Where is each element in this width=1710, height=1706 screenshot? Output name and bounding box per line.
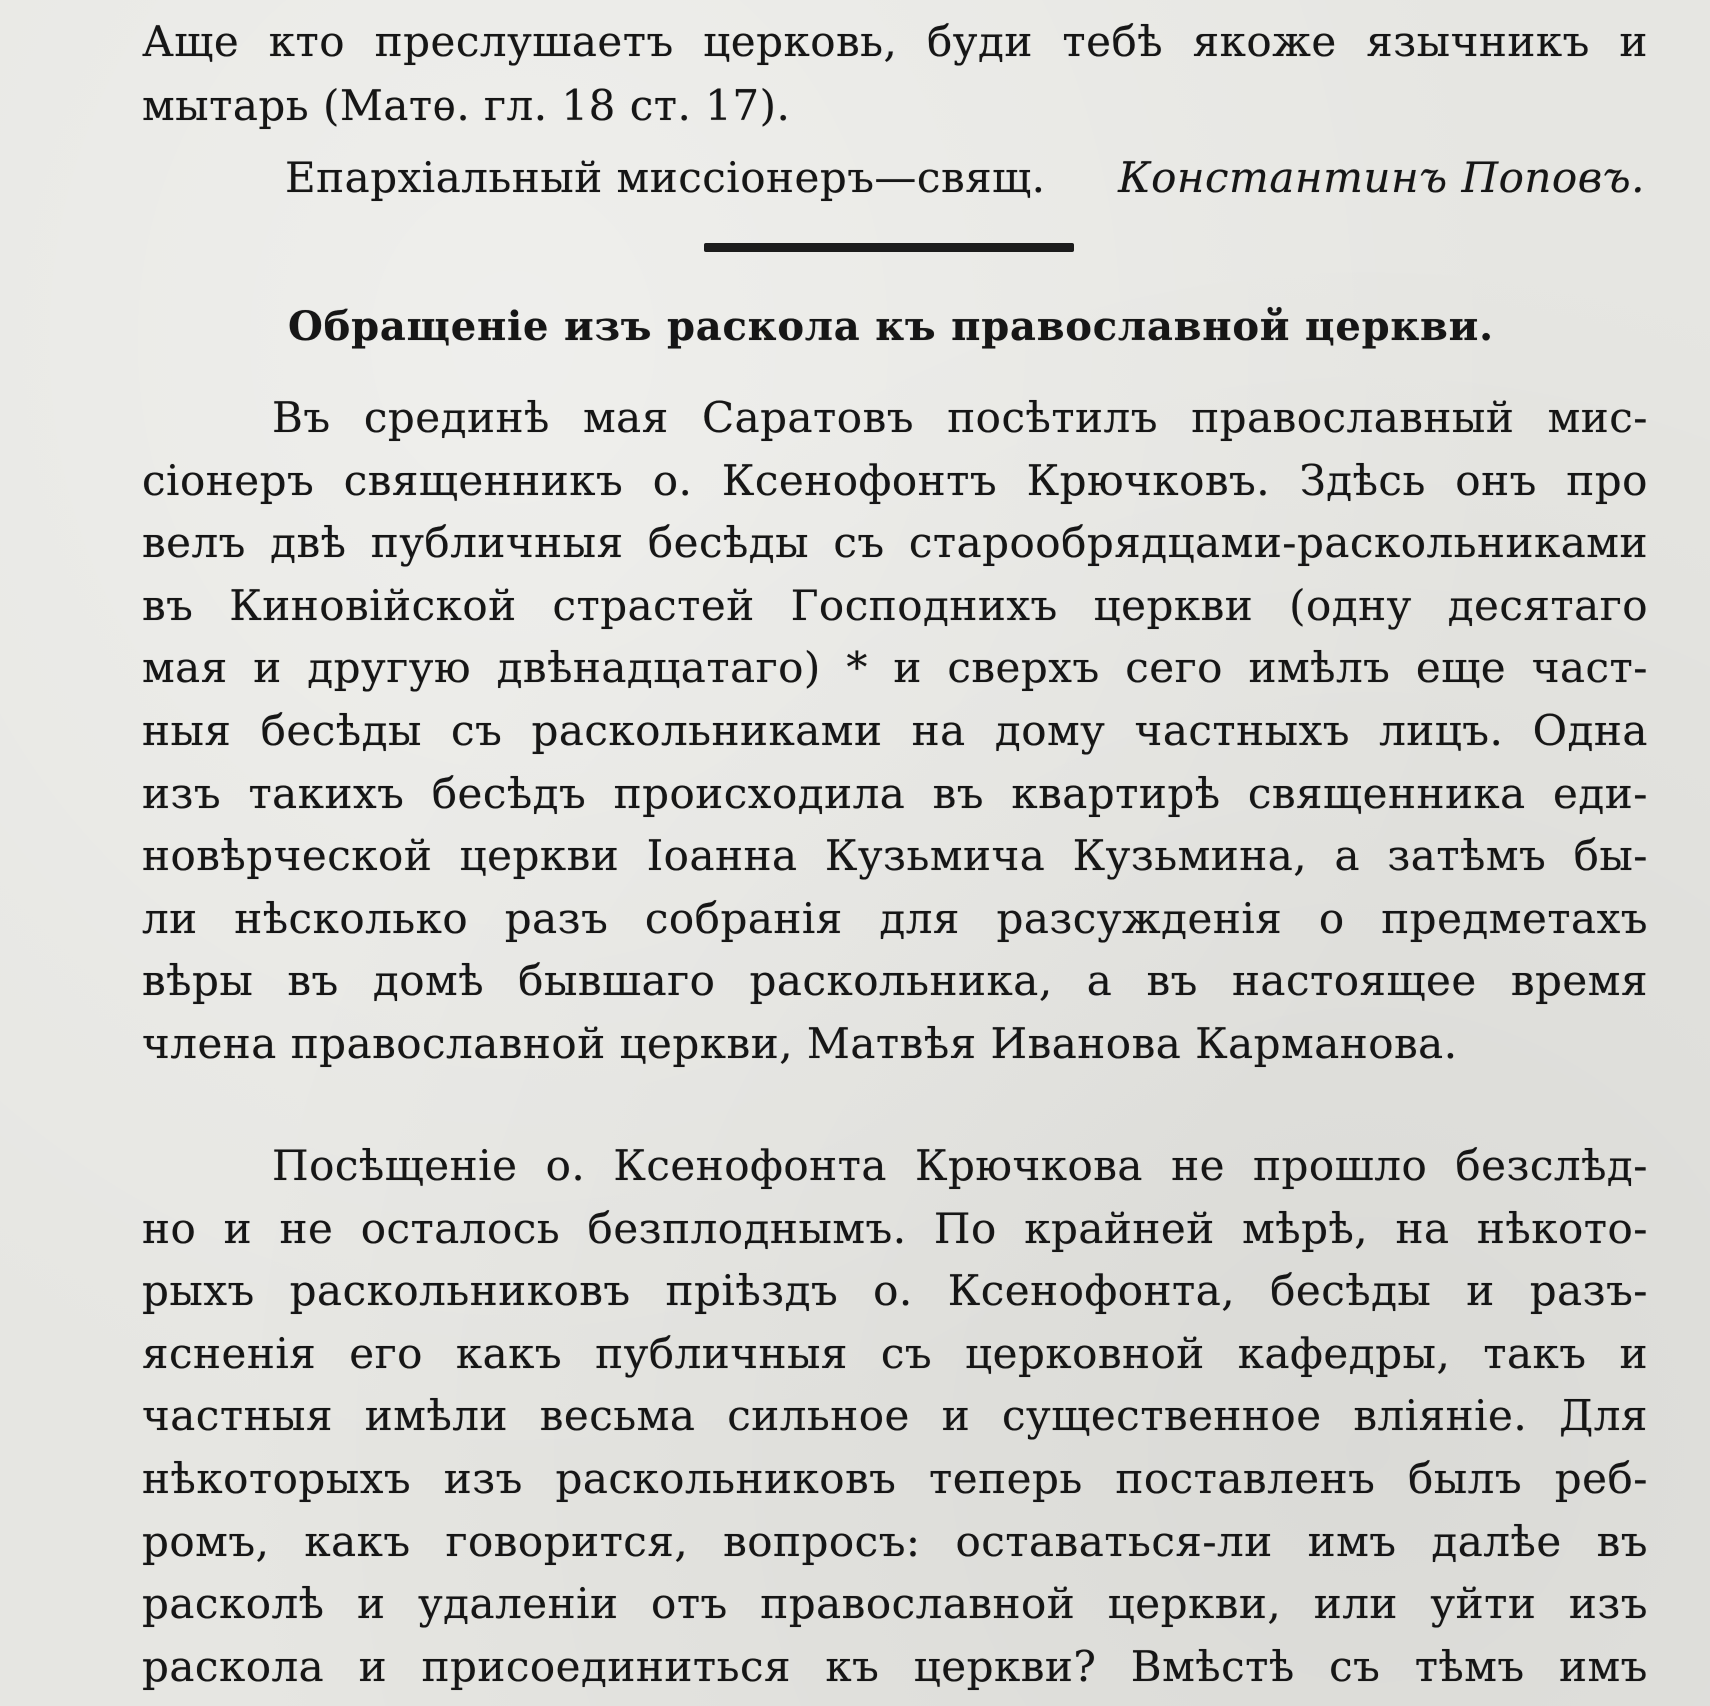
word: теперь [929, 1454, 1083, 1503]
word: или [1313, 1579, 1398, 1629]
word: поставленъ [1115, 1454, 1376, 1503]
word: изъ [142, 768, 222, 818]
word: мая [142, 643, 228, 693]
word: бесѣды [1270, 1266, 1432, 1316]
word: крайней [1024, 1203, 1215, 1253]
word: Крючкова [915, 1141, 1143, 1190]
text-line [142, 519, 1648, 567]
word: Ксенофонта, [947, 1266, 1236, 1316]
word: домѣ [372, 956, 485, 1006]
signature-role: Епархіальный миссіонеръ—свящ. [285, 153, 1046, 202]
word: присоединиться [421, 1641, 791, 1691]
word: Кузьмина, [1072, 831, 1308, 881]
word: о [1318, 893, 1345, 943]
word: раскольника, [749, 956, 1053, 1006]
word: * [846, 643, 868, 693]
text-line [142, 1267, 1648, 1315]
word: къ [825, 1641, 880, 1691]
word: церковной [965, 1328, 1205, 1378]
word: православной [760, 1579, 1076, 1629]
word: двѣнадцатаго) [496, 643, 821, 693]
text-line [142, 582, 1648, 630]
word: велъ [142, 518, 246, 568]
word: такихъ [248, 768, 405, 818]
word: его [349, 1328, 423, 1378]
word: безслѣд- [1455, 1141, 1648, 1190]
word: Крючковъ. [1026, 455, 1271, 505]
word: уйти [1430, 1579, 1537, 1629]
word: Господнихъ [790, 580, 1058, 630]
text-line [142, 957, 1648, 1005]
text-line [142, 770, 1648, 818]
word: преслушаетъ [374, 17, 674, 66]
word: священника [1247, 768, 1526, 818]
word: безплоднымъ. [587, 1203, 907, 1253]
word: далѣе [1431, 1516, 1562, 1566]
word: Киновійской [229, 580, 517, 630]
word: ли [142, 893, 198, 943]
word: имъ [1307, 1516, 1397, 1566]
word: говорится, [445, 1516, 689, 1566]
word: о. [652, 455, 693, 505]
word: на [911, 706, 966, 755]
section-divider [704, 243, 1074, 252]
word: публичныя [370, 518, 624, 568]
word: Іоанна [646, 831, 798, 881]
word: лицъ. [1379, 706, 1504, 755]
section-title: Обращеніе изъ раскола къ православной церкви. [288, 303, 1494, 350]
text-line [272, 394, 1648, 442]
word: сильное [727, 1391, 910, 1441]
word: еще [1415, 643, 1507, 693]
word: част- [1531, 643, 1648, 693]
text-line: члена православной церкви, Матвѣя Иванова Карманова. [142, 1019, 1458, 1068]
word: вліяніе. [1353, 1391, 1528, 1441]
word: бы- [1573, 831, 1648, 881]
word: и [1619, 17, 1648, 66]
word: съ [451, 706, 503, 755]
word: не [1171, 1141, 1225, 1190]
word: а [1334, 831, 1361, 881]
word: Посѣщеніе [272, 1141, 518, 1190]
word: церкви? [913, 1641, 1097, 1691]
word: сверхъ [947, 643, 1100, 693]
word: Для [1559, 1391, 1648, 1441]
word: разсужденія [996, 893, 1283, 943]
word: По [933, 1203, 997, 1253]
word: раскольниковъ [289, 1266, 631, 1316]
word: церкви [459, 831, 620, 881]
signature-line [285, 154, 1645, 202]
word: бесѣды [260, 706, 422, 755]
word: рыхъ [142, 1266, 255, 1316]
word: оставаться-ли [955, 1516, 1273, 1566]
word: имѣли [364, 1391, 508, 1441]
word: раскольниковъ [555, 1454, 897, 1503]
word: вопросъ: [723, 1516, 921, 1566]
word: публичныя [595, 1328, 848, 1378]
word: тебѣ [1062, 17, 1164, 66]
text-line [142, 707, 1648, 755]
text-line [142, 1643, 1648, 1691]
word: кто [268, 17, 346, 66]
word: онъ [1455, 455, 1537, 505]
word: раскольниками [531, 706, 883, 755]
word: въ [142, 580, 194, 630]
word: кафедры, [1237, 1328, 1451, 1378]
word: новѣрческой [142, 831, 433, 881]
word: ромъ, [142, 1516, 270, 1566]
word: православный [1191, 393, 1515, 442]
word: мѣрѣ, [1242, 1203, 1369, 1253]
word: бесѣдъ [431, 768, 587, 818]
word: церкви, [1107, 1579, 1282, 1629]
word: буди [926, 17, 1033, 66]
word: изъ [443, 1454, 523, 1503]
word: Кузьмича [824, 831, 1046, 881]
text-line [142, 1518, 1648, 1566]
word: осталось [360, 1203, 561, 1253]
word: частныя [142, 1391, 333, 1441]
text-line [142, 1455, 1648, 1503]
word: про [1566, 455, 1648, 505]
word: Здѣсь [1299, 455, 1426, 505]
word: предметахъ [1381, 893, 1648, 943]
word: и [358, 1641, 388, 1691]
word: весьма [539, 1391, 696, 1441]
word: частныхъ [1134, 706, 1350, 755]
word: время [1510, 956, 1648, 1006]
word: но [142, 1203, 197, 1253]
word: съ [880, 1328, 933, 1378]
text-line [142, 18, 1648, 66]
word: церковь, [703, 17, 898, 66]
word: на [1395, 1203, 1450, 1253]
word: бесѣды [647, 518, 810, 568]
word: имъ [1559, 1641, 1648, 1691]
word: бывшаго [518, 956, 716, 1006]
word: Саратовъ [701, 393, 914, 442]
word: настоящее [1231, 956, 1477, 1006]
word: и [941, 1391, 971, 1441]
word: язычникъ [1366, 17, 1590, 66]
word: другую [307, 643, 472, 693]
word: тѣмъ [1414, 1641, 1525, 1691]
text-line [142, 1580, 1648, 1628]
word: священникъ [343, 455, 624, 505]
word: старообрядцами-раскольниками [908, 518, 1648, 568]
word: прошло [1253, 1141, 1428, 1190]
word: изъ [1568, 1579, 1648, 1629]
word: нѣкоторыхъ [142, 1454, 412, 1503]
text-line [142, 832, 1648, 880]
word: происходила [613, 768, 906, 818]
word: десятаго [1447, 580, 1648, 630]
word: въ [287, 956, 339, 1006]
word: якоже [1192, 17, 1337, 66]
word: (одну [1289, 580, 1412, 630]
text-line [142, 644, 1648, 692]
word: еди- [1553, 768, 1648, 818]
signature-name: Константинъ Поповъ. [1118, 153, 1645, 202]
text-line [142, 1330, 1648, 1378]
word: въ [1596, 1516, 1648, 1566]
word: и [223, 1203, 253, 1253]
text-line [142, 895, 1648, 943]
word: сего [1125, 643, 1223, 693]
word: собранія [644, 893, 843, 943]
word: ясненія [142, 1328, 317, 1378]
word: какъ [304, 1516, 411, 1566]
word: въ [1146, 956, 1198, 1006]
text-line [142, 1205, 1648, 1253]
word: ныя [142, 706, 232, 755]
word: нѣкото- [1476, 1203, 1648, 1253]
word: отъ [651, 1579, 728, 1629]
word: существенное [1002, 1391, 1322, 1441]
word: былъ [1407, 1454, 1523, 1503]
word: въ [932, 768, 984, 818]
text-line [142, 457, 1648, 505]
word: мис- [1547, 393, 1648, 442]
word: Ксенофонтъ [721, 455, 998, 505]
word: реб- [1554, 1454, 1648, 1503]
word: мая [583, 393, 669, 442]
word: вѣры [142, 956, 254, 1006]
word: Вмѣстѣ [1130, 1641, 1295, 1691]
word: Одна [1532, 706, 1648, 755]
word: такъ [1483, 1328, 1587, 1378]
word: расколѣ [142, 1579, 325, 1629]
word: какъ [455, 1328, 563, 1378]
word: посѣтилъ [947, 393, 1158, 442]
word: а [1086, 956, 1113, 1006]
word: Въ [272, 393, 331, 442]
word: и [1466, 1266, 1495, 1316]
text-line [272, 1142, 1648, 1190]
word: разъ- [1529, 1266, 1648, 1316]
text-line: мытарь (Матѳ. гл. 18 ст. 17). [142, 81, 791, 130]
word: и [356, 1579, 386, 1629]
word: нѣсколько [234, 893, 469, 943]
word: Аще [142, 17, 240, 66]
word: срединѣ [363, 393, 550, 442]
word: не [279, 1203, 334, 1253]
word: разъ [504, 893, 609, 943]
word: съ [833, 518, 885, 568]
word: о. [873, 1266, 913, 1316]
word: и [1619, 1328, 1648, 1378]
word: затѣмъ [1387, 831, 1547, 881]
word: раскола [142, 1641, 325, 1691]
word: о. [545, 1141, 586, 1190]
word: сіонеръ [142, 455, 315, 505]
word: и [893, 643, 922, 693]
word: и [253, 643, 282, 693]
word: квартирѣ [1011, 768, 1221, 818]
word: страстей [552, 580, 755, 630]
word: пріѣздъ [665, 1266, 839, 1316]
word: удаленіи [417, 1579, 619, 1629]
text-line [142, 1392, 1648, 1440]
word: для [879, 893, 960, 943]
word: съ [1329, 1641, 1381, 1691]
word: Ксенофонта [613, 1141, 887, 1190]
word: имѣлъ [1248, 643, 1391, 693]
word: дому [994, 706, 1106, 755]
word: двѣ [270, 518, 347, 568]
word: церкви [1093, 580, 1254, 630]
